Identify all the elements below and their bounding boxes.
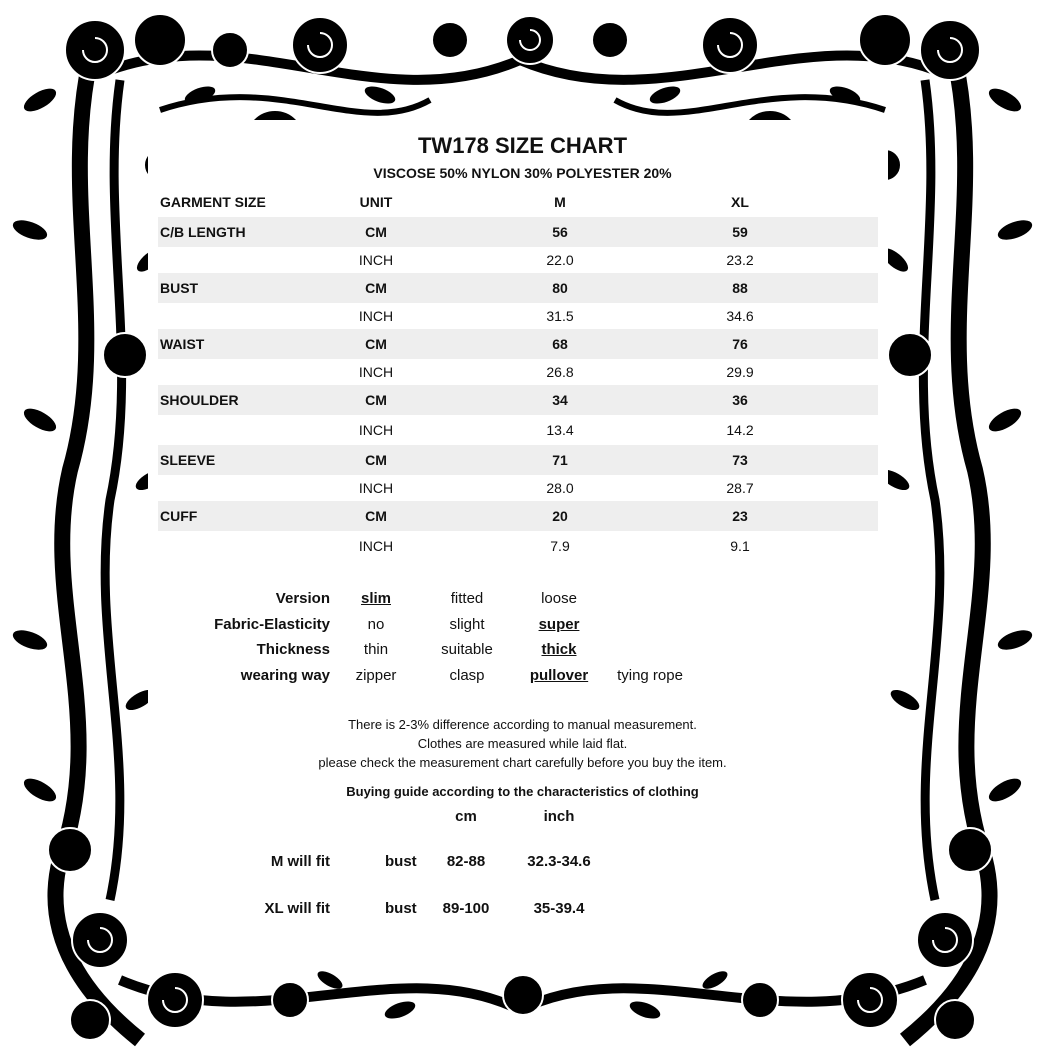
value-xl-inch: 28.7 bbox=[726, 480, 754, 496]
value-m-cm: 20 bbox=[552, 508, 568, 524]
attribute-option: suitable bbox=[441, 641, 493, 658]
attribute-option-selected: pullover bbox=[529, 667, 589, 684]
value-m-inch: 22.0 bbox=[546, 252, 574, 268]
attribute-option-selected: super bbox=[538, 616, 580, 633]
unit-inch: INCH bbox=[358, 252, 394, 268]
value-xl-inch: 34.6 bbox=[726, 308, 754, 324]
attribute-label: wearing way bbox=[240, 667, 330, 684]
value-xl-cm: 36 bbox=[732, 392, 748, 408]
value-m-inch: 7.9 bbox=[550, 538, 570, 554]
guide-header-cm: cm bbox=[455, 808, 477, 825]
unit-cm: CM bbox=[365, 452, 387, 468]
guide-row-cm: 82-88 bbox=[446, 853, 486, 870]
unit-cm: CM bbox=[365, 392, 387, 408]
header-unit: UNIT bbox=[359, 194, 393, 210]
value-m-cm: 34 bbox=[552, 392, 568, 408]
value-xl-cm: 88 bbox=[732, 280, 748, 296]
attribute-option: no bbox=[367, 616, 385, 633]
note-line: Clothes are measured while laid flat. bbox=[417, 736, 628, 751]
guide-row-part: bust bbox=[385, 853, 417, 870]
value-xl-inch: 29.9 bbox=[726, 364, 754, 380]
guide-row-label: XL will fit bbox=[264, 900, 330, 917]
value-m-cm: 68 bbox=[552, 336, 568, 352]
value-m-inch: 31.5 bbox=[546, 308, 574, 324]
attribute-option: zipper bbox=[355, 667, 397, 684]
value-m-cm: 71 bbox=[552, 452, 568, 468]
attribute-option: fitted bbox=[450, 590, 484, 607]
attribute-option: tying rope bbox=[617, 667, 683, 684]
note-line: There is 2-3% difference according to manual measurement. bbox=[348, 717, 697, 732]
guide-row-label: M will fit bbox=[270, 853, 330, 870]
value-m-cm: 56 bbox=[552, 224, 568, 240]
value-xl-inch: 14.2 bbox=[726, 422, 754, 438]
attribute-label: Fabric-Elasticity bbox=[214, 616, 330, 633]
value-xl-inch: 9.1 bbox=[730, 538, 750, 554]
unit-inch: INCH bbox=[358, 538, 394, 554]
unit-inch: INCH bbox=[358, 480, 394, 496]
value-xl-cm: 73 bbox=[732, 452, 748, 468]
value-m-inch: 26.8 bbox=[546, 364, 574, 380]
attribute-option: clasp bbox=[449, 667, 485, 684]
measurement-name: SLEEVE bbox=[160, 452, 216, 468]
attribute-option: loose bbox=[541, 590, 577, 607]
value-xl-cm: 23 bbox=[732, 508, 748, 524]
unit-cm: CM bbox=[365, 280, 387, 296]
value-m-cm: 80 bbox=[552, 280, 568, 296]
measurement-name: C/B LENGTH bbox=[160, 224, 246, 240]
header-size-m: M bbox=[554, 194, 566, 210]
guide-row-cm: 89-100 bbox=[442, 900, 490, 917]
value-m-inch: 28.0 bbox=[546, 480, 574, 496]
guide-row-part: bust bbox=[385, 900, 417, 917]
unit-inch: INCH bbox=[358, 422, 394, 438]
attribute-option: thin bbox=[363, 641, 389, 658]
attribute-option-selected: thick bbox=[541, 641, 577, 658]
guide-row-inch: 35-39.4 bbox=[533, 900, 585, 917]
value-m-inch: 13.4 bbox=[546, 422, 574, 438]
attribute-option: slight bbox=[449, 616, 485, 633]
value-xl-cm: 76 bbox=[732, 336, 748, 352]
measurement-name: SHOULDER bbox=[160, 392, 239, 408]
measurement-name: CUFF bbox=[160, 508, 198, 524]
unit-cm: CM bbox=[365, 508, 387, 524]
guide-header-inch: inch bbox=[543, 808, 575, 825]
header-size-xl: XL bbox=[731, 194, 749, 210]
header-garment-size: GARMENT SIZE bbox=[160, 194, 266, 210]
unit-cm: CM bbox=[365, 336, 387, 352]
value-xl-cm: 59 bbox=[732, 224, 748, 240]
chart-title: TW178 SIZE CHART bbox=[417, 133, 628, 158]
unit-inch: INCH bbox=[358, 364, 394, 380]
attribute-label: Version bbox=[275, 590, 330, 607]
note-line: please check the measurement chart carefully before you buy the item. bbox=[318, 755, 727, 770]
unit-cm: CM bbox=[365, 224, 387, 240]
guide-row-inch: 32.3-34.6 bbox=[527, 853, 591, 870]
measurement-name: WAIST bbox=[160, 336, 205, 352]
measurement-name: BUST bbox=[160, 280, 199, 296]
fabric-composition: VISCOSE 50% NYLON 30% POLYESTER 20% bbox=[373, 165, 672, 181]
attribute-label: Thickness bbox=[256, 641, 330, 658]
unit-inch: INCH bbox=[358, 308, 394, 324]
buying-guide-title: Buying guide according to the characteristics of clothing bbox=[346, 784, 699, 799]
attribute-option-selected: slim bbox=[360, 590, 391, 607]
value-xl-inch: 23.2 bbox=[726, 252, 754, 268]
